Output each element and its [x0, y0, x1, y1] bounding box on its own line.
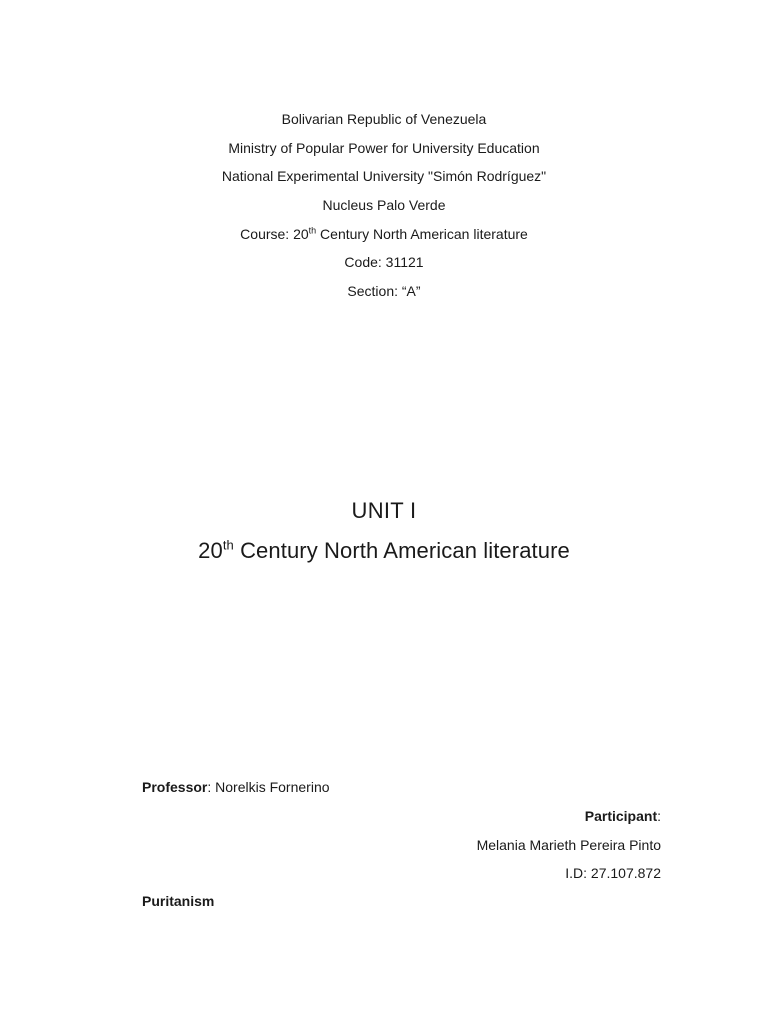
participant-label-row [477, 806, 661, 835]
participant-colon: : [657, 808, 661, 824]
header-section: Section: “A” [347, 283, 421, 300]
participant-block [477, 806, 661, 892]
course-superscript: th [308, 225, 317, 236]
participant-label: Participant [584, 808, 658, 824]
professor-line [142, 777, 330, 797]
unit-title: UNIT I [351, 498, 417, 523]
course-prefix: Course: 20 [240, 225, 309, 242]
header-country: Bolivarian Republic of Venezuela [281, 111, 487, 127]
header-code: Code: 31121 [344, 254, 424, 271]
professor-label: Professor [142, 779, 208, 795]
participant-id: I.D: 27.107.872 [565, 865, 661, 882]
main-title-suffix: Century North American literature [233, 538, 570, 563]
header-nucleus: Nucleus Palo Verde [322, 197, 446, 214]
participant-name: Melania Marieth Pereira Pinto [476, 836, 661, 853]
header-course [0, 224, 768, 253]
header-ministry: Ministry of Popular Power for University Education [228, 139, 540, 156]
section-heading: Puritanism [142, 893, 215, 909]
institution-header [0, 109, 768, 310]
document-title [0, 496, 768, 566]
main-title-prefix: 20 [198, 538, 223, 563]
main-title [0, 536, 768, 566]
header-university: National Experimental University "Simón Rodríguez" [221, 168, 547, 185]
course-suffix: Century North American literature [316, 225, 528, 242]
professor-name: : Norelkis Fornerino [207, 779, 330, 795]
main-title-superscript: th [222, 537, 234, 553]
